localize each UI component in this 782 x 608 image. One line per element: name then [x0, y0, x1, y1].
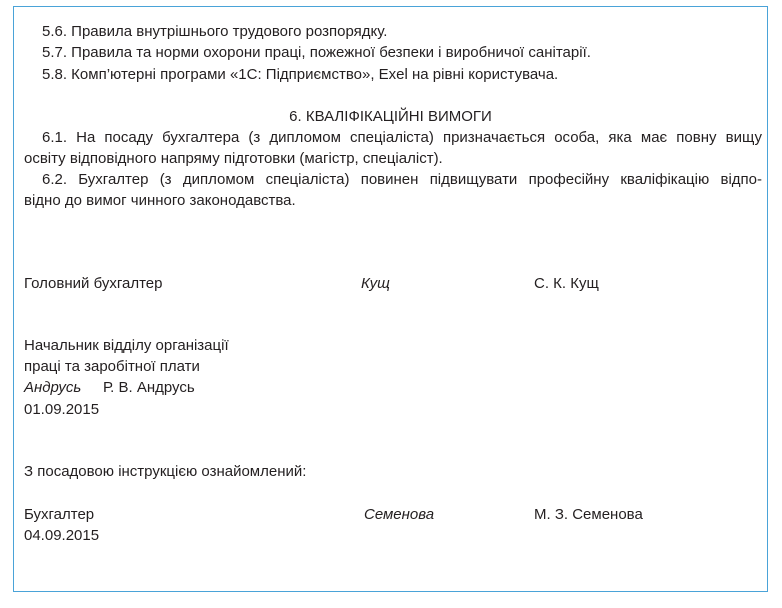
requirement-6-2-line-2: відно до вимог чинного законодавства. [24, 192, 296, 209]
accountant-position: Бухгалтер [24, 506, 95, 523]
item-5-7: 5.7. Правила та норми охорони праці, пожежної безпеки і виробничої санітарії. [42, 44, 591, 61]
item-5-6: 5.6. Правила внутрішнього трудового розпорядку. [42, 23, 388, 40]
accountant-date: 04.09.2015 [24, 527, 100, 544]
chief-accountant-name: С. К. Кущ [534, 275, 599, 292]
item-5-8: 5.8. Комп’ютерні програми «1С: Підприємство», Exel на рівні користувача. [42, 66, 559, 83]
acknowledgement-text: З посадовою інструкцією ознайомлений: [24, 463, 307, 480]
head-position-line-2: праці та заробітної плати [24, 358, 200, 375]
head-date: 01.09.2015 [24, 401, 100, 418]
requirement-6-1-line-1: 6.1. На посаду бухгалтера (з дипломом спеціаліста) призначається особа, яка має повну вищу [42, 129, 762, 146]
chief-accountant-position: Головний бухгалтер [24, 275, 163, 292]
requirement-6-1-line-2: освіту відповідного напряму підготовки (магістр, спеціаліст). [24, 150, 443, 167]
requirement-6-2-line-1: 6.2. Бухгалтер (з дипломом спеціаліста) повинен підвищувати професійну кваліфікацію відпо- [42, 171, 762, 188]
accountant-name: М. З. Семенова [534, 506, 643, 523]
head-position-line-1: Начальник відділу організації [24, 337, 229, 354]
accountant-signature: Семенова [364, 506, 435, 523]
chief-accountant-signature: Кущ [361, 275, 390, 292]
section-title: 6. КВАЛІФІКАЦІЙНІ ВИМОГИ [289, 108, 492, 125]
head-signature: Андрусь [24, 379, 82, 396]
head-name: Р. В. Андрусь [103, 379, 195, 396]
